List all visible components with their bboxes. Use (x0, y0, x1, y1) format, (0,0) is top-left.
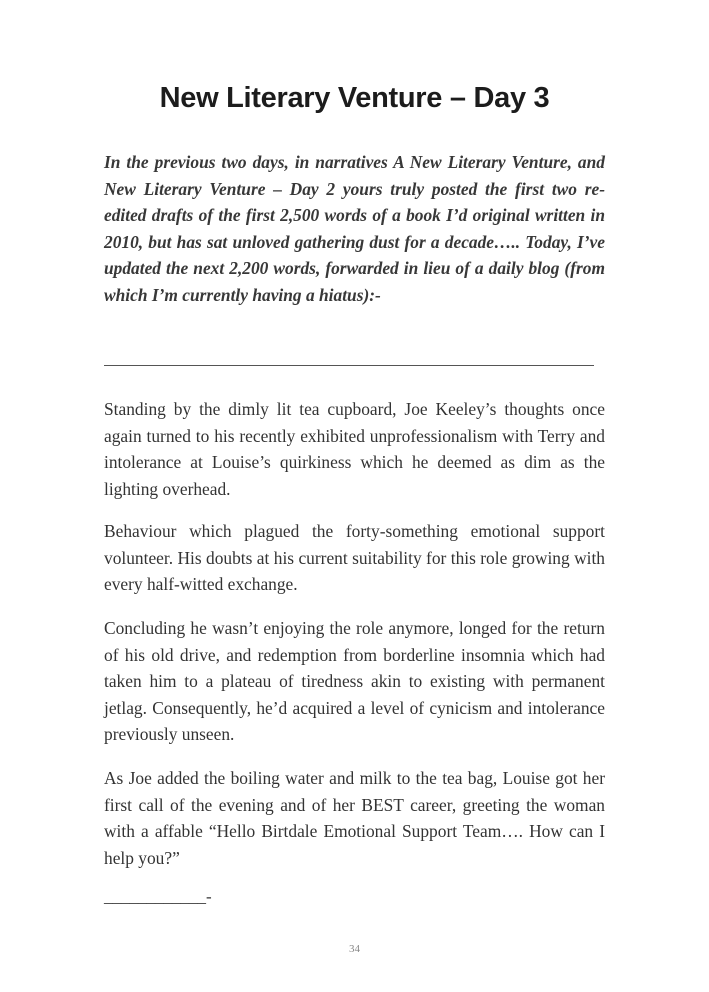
page-title: New Literary Venture – Day 3 (159, 82, 550, 114)
page-number: 34 (349, 943, 360, 955)
intro-paragraph: In the previous two days, in narratives A New Literary Venture, and New Literary Venture – Day 2 yours truly posted the first two re-edited drafts of the first 2,500 words of a book I’d original written in 2010, but has sat unloved gathering dust for a decade….. Today, I’ve updated the next 2,200 words, forwarded in lieu of a daily blog (from which I’m currently having a hiatus):- (104, 152, 605, 305)
closing-mark: ____________- (104, 887, 212, 906)
body-paragraph-1: Standing by the dimly lit tea cupboard, Joe Keeley’s thoughts once again turned to his recently exhibited unprofessionalism with Terry and intolerance at Louise’s quirkiness which he deemed as dim as the lighting overhead. (104, 399, 605, 499)
body-paragraph-2: Behaviour which plagued the forty-something emotional support volunteer. His doubts at his current suitability for this role growing with every half-witted exchange. (104, 521, 605, 595)
body-paragraph-4: As Joe added the boiling water and milk to the tea bag, Louise got her first call of the evening and of her BEST career, greeting the woman with a affable “Hello Birtdale Emotional Support Team…. How can I help you?” (104, 768, 605, 868)
body-paragraph-3: Concluding he wasn’t enjoying the role anymore, longed for the return of his old drive, and redemption from borderline insomnia which had taken him to a plateau of tiredness akin to existing with permanent jetlag. Consequently, he’d acquired a level of cynicism and intolerance previously unseen. (104, 618, 605, 745)
section-divider (104, 365, 594, 366)
